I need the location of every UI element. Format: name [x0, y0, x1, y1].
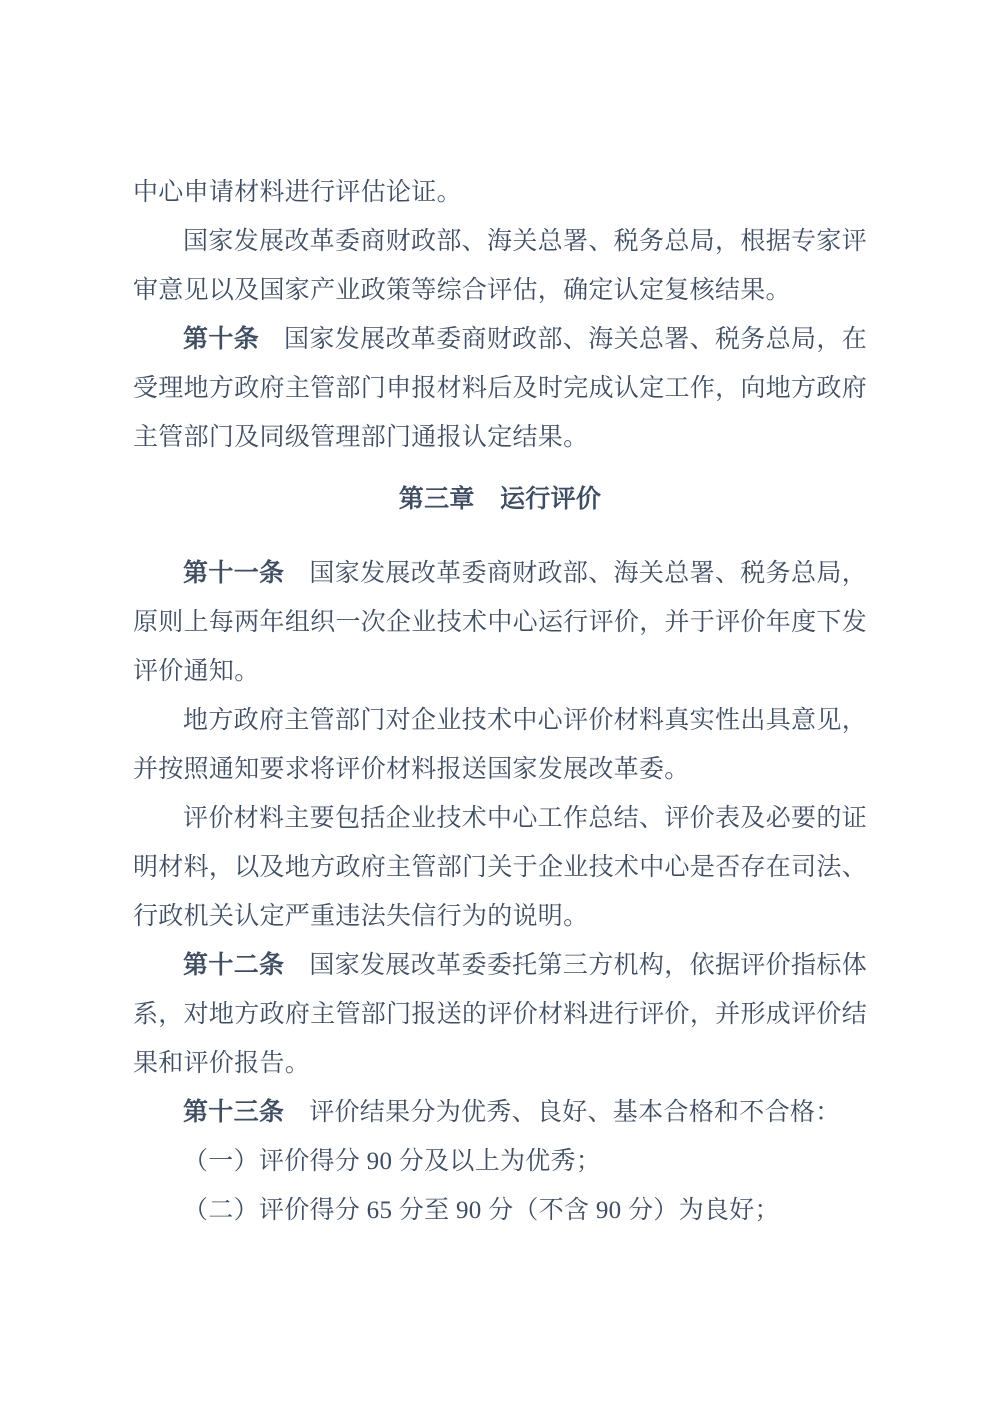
article-number: 第十二条 [183, 952, 285, 979]
paragraph-text: （二）评价得分 65 分至 90 分（不含 90 分）为良好； [183, 1197, 780, 1224]
document-text-content [133, 168, 867, 1235]
paragraph-text: （一）评价得分 90 分及以上为优秀； [183, 1148, 602, 1175]
article-paragraph [133, 549, 867, 696]
article-number: 第十三条 [183, 1099, 285, 1126]
list-item-paragraph [133, 1137, 867, 1186]
paragraph-text: 地方政府主管部门对企业技术中心评价材料真实性出具意见，并按照通知要求将评价材料报送国家发展改革委。 [133, 707, 867, 783]
paragraph-text: 国家发展改革委商财政部、海关总署、税务总局，在受理地方政府主管部门申报材料后及时完成认定工作，向地方政府主管部门及同级管理部门通报认定结果。 [133, 326, 867, 451]
paragraph [133, 168, 867, 217]
paragraph-text: 国家发展改革委委托第三方机构，依据评价指标体系，对地方政府主管部门报送的评价材料进行评价，并形成评价结果和评价报告。 [133, 952, 867, 1077]
chapter-heading-text: 第三章 运行评价 [398, 486, 602, 513]
chapter-heading [133, 475, 867, 524]
article-number: 第十一条 [183, 560, 285, 587]
article-paragraph [133, 315, 867, 462]
paragraph [133, 794, 867, 941]
article-paragraph [133, 941, 867, 1088]
paragraph-text: 国家发展改革委商财政部、海关总署、税务总局，原则上每两年组织一次企业技术中心运行评价，并于评价年度下发评价通知。 [133, 560, 867, 685]
paragraph-text: 中心申请材料进行评估论证。 [133, 179, 462, 206]
article-number: 第十条 [183, 326, 260, 353]
paragraph [133, 217, 867, 315]
paragraph-text: 评价材料主要包括企业技术中心工作总结、评价表及必要的证明材料，以及地方政府主管部门关于企业技术中心是否存在司法、行政机关认定严重违法失信行为的说明。 [133, 805, 867, 930]
paragraph [133, 696, 867, 794]
paragraph-text: 国家发展改革委商财政部、海关总署、税务总局，根据专家评审意见以及国家产业政策等综合评估，确定认定复核结果。 [133, 228, 867, 304]
list-item-paragraph [133, 1186, 867, 1235]
paragraph-text: 评价结果分为优秀、良好、基本合格和不合格： [309, 1099, 841, 1126]
article-paragraph [133, 1088, 867, 1137]
